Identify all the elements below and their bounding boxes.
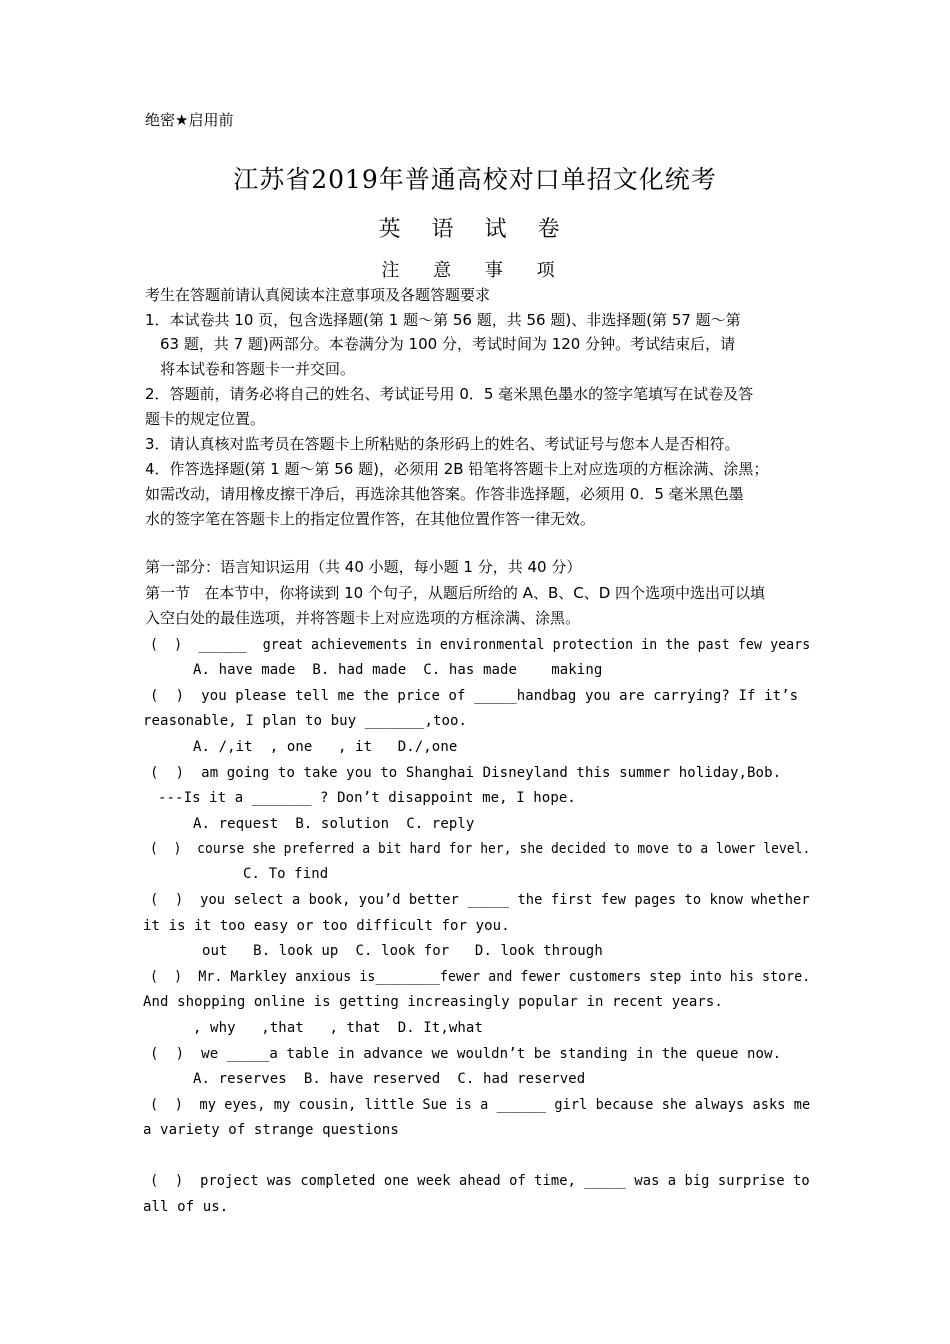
question-7: ( ) we _____a table in advance we wouldn’t be standing in the queue now. xyxy=(150,1046,782,1062)
question-2-options: A. /,it , one , it D./,one xyxy=(193,739,458,755)
question-9: ( ) project was completed one week ahead of time, _____ was a big surprise to xyxy=(150,1173,810,1189)
question-6: ( ) Mr. Markley anxious is________fewer and fewer customers step into his store. xyxy=(150,969,811,985)
exam-subtitle: 英 语 试 卷 xyxy=(378,217,572,242)
question-3: ( ) am going to take you to Shanghai Disneyland this summer holiday,Bob. xyxy=(150,765,782,781)
question-3-cont: ---Is it a _______ ? Don’t disappoint me, I hope. xyxy=(158,790,576,806)
question-6-options: , why ,that , that D. It,what xyxy=(193,1020,483,1036)
secret-mark: 绝密★启用前 xyxy=(145,111,234,129)
notice-item-1-cont: 63 题，共 7 题)两部分。本卷满分为 100 分，考试时间为 120 分钟。考试结束后，请 xyxy=(160,335,736,353)
question-1-options: A. have made B. had made C. has made making xyxy=(193,662,603,678)
question-5: ( ) you select a book, you’d better _____ the first few pages to know whether xyxy=(150,892,810,908)
question-4-options: C. To find xyxy=(243,866,329,882)
question-8-cont: a variety of strange questions xyxy=(143,1122,399,1138)
question-2: ( ) you please tell me the price of _____handbag you are carrying? If it’s xyxy=(150,688,799,704)
section1-instructions-cont: 入空白处的最佳选项，并将答题卡上对应选项的方框涂满、涂黑。 xyxy=(145,609,581,627)
part1-heading: 第一部分：语言知识运用（共 40 小题，每小题 1 分，共 40 分） xyxy=(145,558,582,576)
exam-title: 江苏省2019年普通高校对口单招文化统考 xyxy=(233,165,717,194)
notice-item-1-cont: 将本试卷和答题卡一并交回。 xyxy=(160,360,356,378)
notice-item-4-cont: 水的签字笔在答题卡上的指定位置作答，在其他位置作答一律无效。 xyxy=(145,510,596,528)
question-5-options: out B. look up C. look for D. look through xyxy=(202,943,603,959)
notice-item-4: 4．作答选择题(第 1 题～第 56 题)，必须用 2B 铅笔将答题卡上对应选项的方框涂满、涂黑； xyxy=(145,460,769,478)
notice-item-2-cont: 题卡的规定位置。 xyxy=(145,410,266,428)
question-2-cont: reasonable, I plan to buy _______,too. xyxy=(143,713,468,729)
question-9-cont: all of us. xyxy=(143,1199,229,1215)
section1-instructions: 第一节 在本节中，你将读到 10 个句子，从题后所给的 A、B、C、D 四个选项中选出可以填 xyxy=(145,584,766,602)
question-4: ( ) course she preferred a bit hard for her, she decided to move to a lower level. xyxy=(150,841,811,857)
notice-item-3: 3．请认真核对监考员在答题卡上所粘贴的条形码上的姓名、考试证号与您本人是否相符。 xyxy=(145,435,740,453)
question-5-cont: it is it too easy or too difficult for you. xyxy=(143,918,510,934)
notice-intro: 考生在答题前请认真阅读本注意事项及各题答题要求 xyxy=(145,286,491,304)
notice-heading: 注 意 事 项 xyxy=(381,260,569,281)
notice-item-1: 1．本试卷共 10 页，包含选择题(第 1 题～第 56 题，共 56 题)、非选择题(第 57 题～第 xyxy=(145,311,741,329)
question-3-options: A. request B. solution C. reply xyxy=(193,816,475,832)
question-6-cont: And shopping online is getting increasingly popular in recent years. xyxy=(143,994,723,1010)
question-1: ( ) ______ great achievements in environmental protection in the past few years xyxy=(150,637,811,653)
notice-item-4-cont: 如需改动，请用橡皮擦干净后，再选涂其他答案。作答非选择题，必须用 0．5 毫米黑色墨 xyxy=(145,485,744,503)
notice-item-2: 2．答题前，请务必将自己的姓名、考试证号用 0．5 毫米黑色墨水的签字笔填写在试卷及答 xyxy=(145,385,754,403)
question-7-options: A. reserves B. have reserved C. had reserved xyxy=(193,1071,586,1087)
question-8: ( ) my eyes, my cousin, little Sue is a ______ girl because she always asks me xyxy=(150,1097,811,1113)
